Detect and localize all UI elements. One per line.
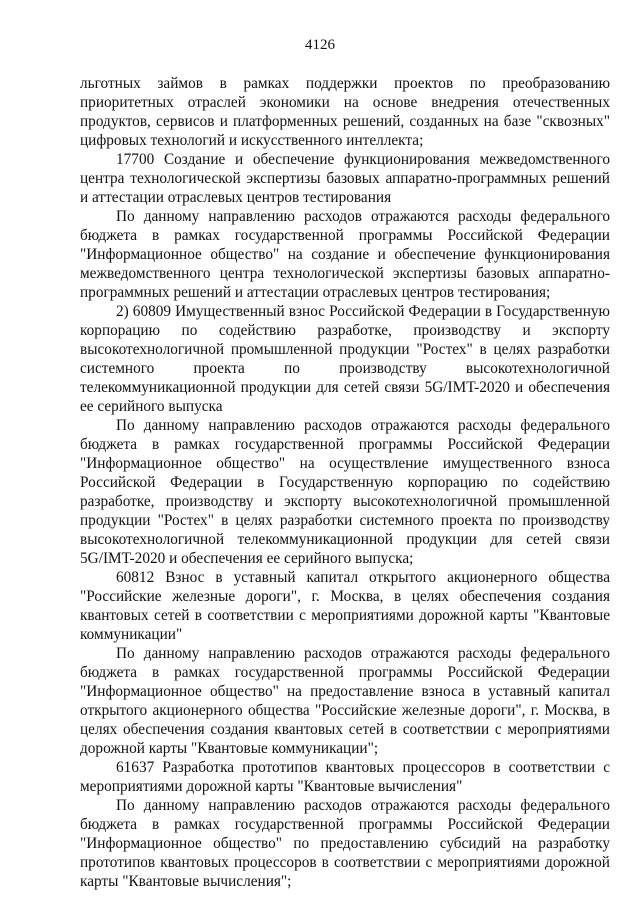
paragraph-description-61637: По данному направлению расходов отражаются расходы федерального бюджета в рамках государственной программы Российской Федерации "Информационное общество" по предоставлению субсидий на разработку прототипов квантовых процессоров в соответствии с мероприятиями дорожной карты "Квантовые вычисления";: [80, 797, 610, 890]
paragraph-description-17700: По данному направлению расходов отражаются расходы федерального бюджета в рамках государственной программы Российской Федерации "Информационное общество" на создание и обеспечение функционирования межведомственного центра технологической экспертизы базовых аппаратно-программных решений и аттестации отраслевых центров тестирования;: [80, 208, 610, 301]
paragraph-code-60812: 60812 Взнос в уставный капитал открытого акционерного общества "Российские железные дороги", г. Москва, в целях обеспечения создания квантовых сетей в соответствии с мероприятиями дорожной карты "Квантовые коммуникации": [80, 569, 610, 643]
paragraph-code-17700: 17700 Создание и обеспечение функционирования межведомственного центра технологической экспертизы базовых аппаратно-программных решений и аттестации отраслевых центров тестирования: [80, 151, 610, 206]
page-number: 4126: [305, 37, 335, 53]
paragraph-description-60809: По данному направлению расходов отражаются расходы федерального бюджета в рамках государственной программы Российской Федерации "Информационное общество" на осуществление имущественного взноса Российской Федерации в Государственную корпорацию по содействию разработке, производству и экспорту высокотехнологичной промышленной продукции "Ростех" в целях разработки системного проекта по производству высокотехнологичной телекоммуникационной продукции для сетей связи 5G/IMT-2020 и обеспечения ее серийного выпуска;: [80, 417, 610, 567]
document-body: [80, 74, 610, 891]
paragraph-continuation: льготных займов в рамках поддержки проектов по преобразованию приоритетных отраслей экономики на основе внедрения отечественных продуктов, сервисов и платформенных решений, созданных на базе "сквозных" цифровых технологий и искусственного интеллекта;: [80, 75, 610, 149]
paragraph-code-61637: 61637 Разработка прототипов квантовых процессоров в соответствии с мероприятиями дорожной карты "Квантовые вычисления": [80, 759, 610, 795]
paragraph-description-60812: По данному направлению расходов отражаются расходы федерального бюджета в рамках государственной программы Российской Федерации "Информационное общество" на предоставление взноса в уставный капитал открытого акционерного общества "Российские железные дороги", г. Москва, в целях обеспечения создания квантовых сетей в соответствии с мероприятиями дорожной карты "Квантовые коммуникации";: [80, 645, 610, 757]
paragraph-code-60809: 2) 60809 Имущественный взнос Российской Федерации в Государственную корпорацию по содействию разработке, производству и экспорту высокотехнологичной промышленной продукции "Ростех" в целях разработки системного проекта по производству высокотехнологичной телекоммуникационной продукции для сетей связи 5G/IMT-2020 и обеспечения ее серийного выпуска: [80, 303, 610, 415]
